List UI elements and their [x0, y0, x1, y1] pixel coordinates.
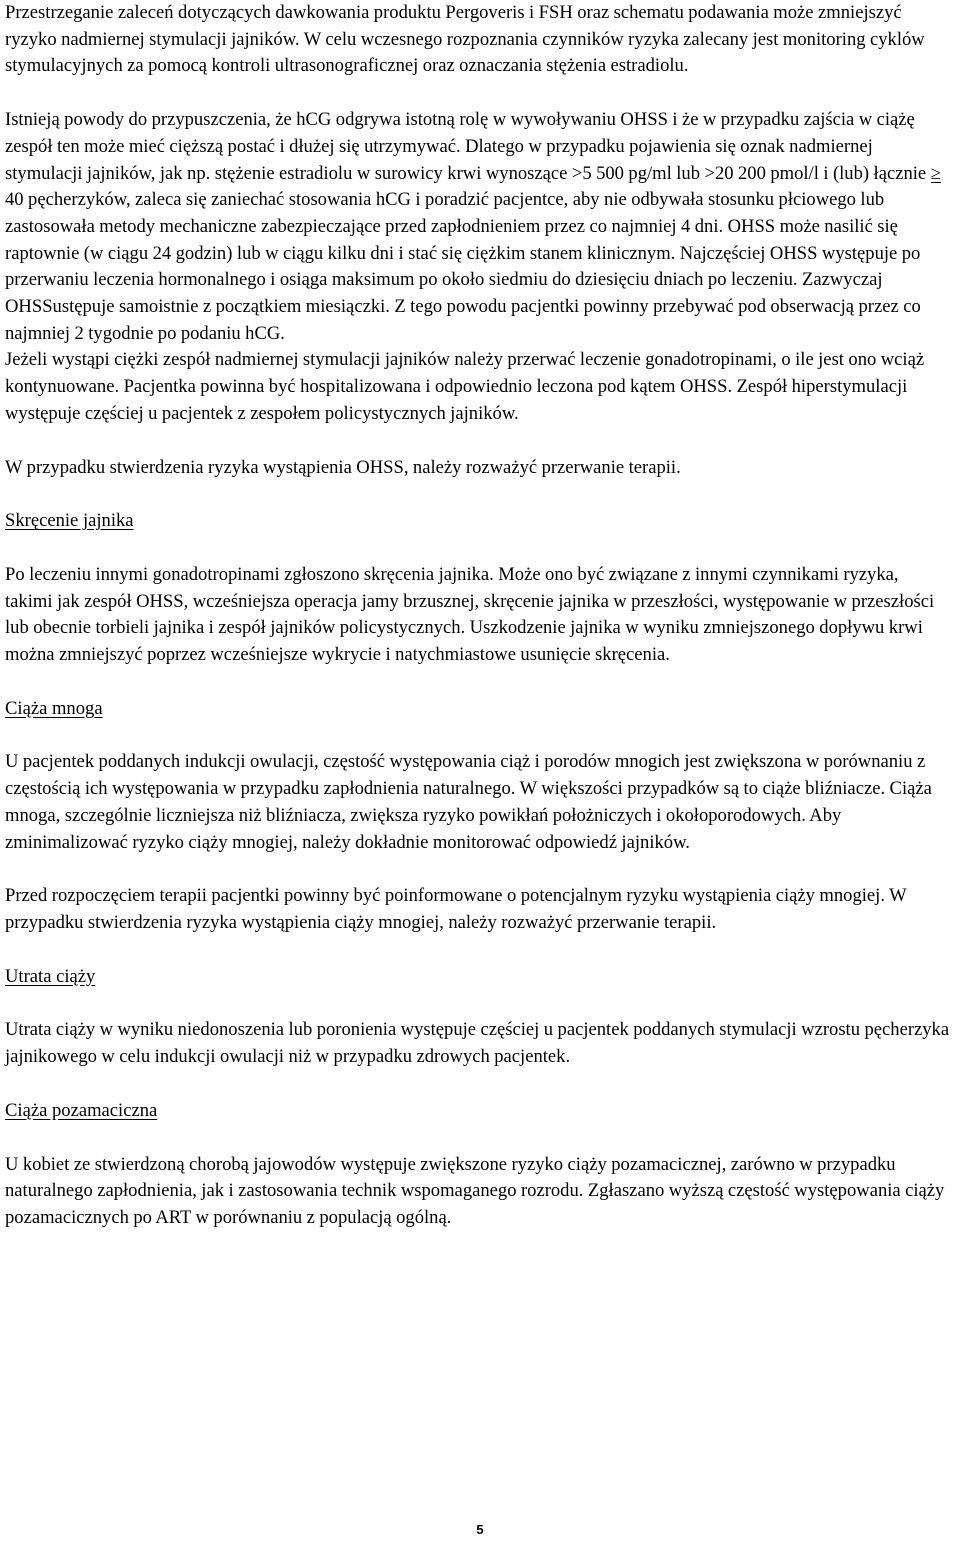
- page-number: 5: [476, 1522, 484, 1537]
- greater-equal-symbol: ≥: [930, 162, 941, 184]
- paragraph-hcg-ohss: [5, 107, 950, 347]
- section-heading-pregnancy-loss: Utrata ciąży: [5, 965, 96, 987]
- spacer: [5, 1125, 950, 1152]
- section-heading-ectopic-pregnancy: Ciąża pozamaciczna: [5, 1099, 158, 1121]
- paragraph-hcg-ohss-part-b: 40 pęcherzyków, zaleca się zaniechać stosowania hCG i poradzić pacjentce, aby nie odbywała stosunku płciowego lub zastosowała metody mechaniczne zabezpieczające przed zapłodnieniem przez co najmniej 4 dni. OHSS może nasilić się raptownie (w ciągu 24 godzin) lub w ciągu kilku dni i stać się ciężkim stanem klinicznym. Najczęściej OHSS występuje po przerwaniu leczenia hormonalnego i osiąga maksimum po około siedmiu do dziesięciu dniach po leczeniu. Zazwyczaj OHSSustępuje samoistnie z początkiem miesiączki. Z tego powodu pacjentki powinny przebywać pod obserwacją przez co najmniej 2 tygodnie po podaniu hCG.: [5, 189, 921, 344]
- spacer: [5, 669, 950, 696]
- paragraph-severe-ohss: Jeżeli wystąpi ciężki zespół nadmiernej stymulacji jajników należy przerwać leczenie gonadotropinami, o ile jest ono wciąż kontynuowane. Pacjentka powinna być hospitalizowana i odpowiednio leczona pod kątem OHSS. Zespół hiperstymulacji występuje częściej u pacjentek z zespołem policystycznych jajników.: [5, 349, 925, 424]
- spacer: [5, 1071, 950, 1098]
- paragraph-ectopic-pregnancy: U kobiet ze stwierdzoną chorobą jajowodów występuje zwiększone ryzyko ciąży pozamacicznej, zarówno w przypadku naturalnego zapłodnienia, jak i zastosowania technik wspomaganego rozrodu. Zgłaszano wyższą częstość występowania ciąży pozamacicznych po ART w porównaniu z populacją ogólną.: [5, 1153, 945, 1228]
- spacer: [5, 428, 950, 455]
- document-page: [5, 0, 950, 1232]
- paragraph-ohss-risk: W przypadku stwierdzenia ryzyka wystąpienia OHSS, należy rozważyć przerwanie terapii.: [5, 456, 681, 478]
- paragraph-pregnancy-loss: Utrata ciąży w wyniku niedonoszenia lub poronienia występuje częściej u pacjentek poddanych stymulacji wzrostu pęcherzyka jajnikowego w celu indukcji owulacji niż w przypadku zdrowych pacjentek.: [5, 1019, 950, 1068]
- spacer: [5, 856, 950, 883]
- section-heading-ovarian-torsion: Skręcenie jajnika: [5, 510, 134, 532]
- spacer: [5, 937, 950, 964]
- spacer: [5, 80, 950, 107]
- spacer: [5, 990, 950, 1017]
- spacer: [5, 481, 950, 508]
- paragraph-hcg-ohss-part-a: Istnieją powody do przypuszczenia, że hCG odgrywa istotną rolę w wywoływaniu OHSS i że w przypadku zajścia w ciążę zespół ten może mieć cięższą postać i dłużej się utrzymywać. Dlatego w przypadku pojawienia się oznak nadmiernej stymulacji jajników, jak np. stężenie estradiolu w surowicy krwi wynoszące >5 500 pg/ml lub >20 200 pmol/l i (lub) łącznie: [5, 109, 931, 184]
- paragraph-multiple-pregnancy-1: U pacjentek poddanych indukcji owulacji, częstość występowania ciąż i porodów mnogich jest zwiększona w porównaniu z częstością ich występowania w przypadku zapłodnienia naturalnego. W większości przypadków są to ciąże bliźniacze. Ciąża mnoga, szczególnie liczniejsza niż bliźniacza, zwiększa ryzyko powikłań położniczych i okołoporodowych. Aby zminimalizować ryzyko ciąży mnogiej, należy dokładnie monitorować odpowiedź jajników.: [5, 751, 932, 853]
- section-heading-multiple-pregnancy: Ciąża mnoga: [5, 697, 103, 719]
- paragraph-dosage-compliance: Przestrzeganie zaleceń dotyczących dawkowania produktu Pergoveris i FSH oraz schematu podawania może zmniejszyć ryzyko nadmiernej stymulacji jajników. W celu wczesnego rozpoznania czynników ryzyka zalecany jest monitoring cyklów stymulacyjnych za pomocą kontroli ultrasonograficznej oraz oznaczania stężenia estradiolu.: [5, 2, 925, 77]
- spacer: [5, 535, 950, 562]
- paragraph-ovarian-torsion: Po leczeniu innymi gonadotropinami zgłoszono skręcenia jajnika. Może ono być związane z innymi czynnikami ryzyka, takimi jak zespół OHSS, wcześniejsza operacja jamy brzusznej, skręcenie jajnika w przeszłości, występowanie w przeszłości lub obecnie torbieli jajnika i zespół jajników policystycznych. Uszkodzenie jajnika w wyniku zmniejszonego dopływu krwi można zmniejszyć poprzez wcześniejsze wykrycie i natychmiastowe usunięcie skręcenia.: [5, 563, 935, 666]
- spacer: [5, 722, 950, 749]
- paragraph-multiple-pregnancy-2: Przed rozpoczęciem terapii pacjentki powinny być poinformowane o potencjalnym ryzyku wystąpienia ciąży mnogiej. W przypadku stwierdzenia ryzyka wystąpienia ciąży mnogiej, należy rozważyć przerwanie terapii.: [5, 885, 907, 933]
